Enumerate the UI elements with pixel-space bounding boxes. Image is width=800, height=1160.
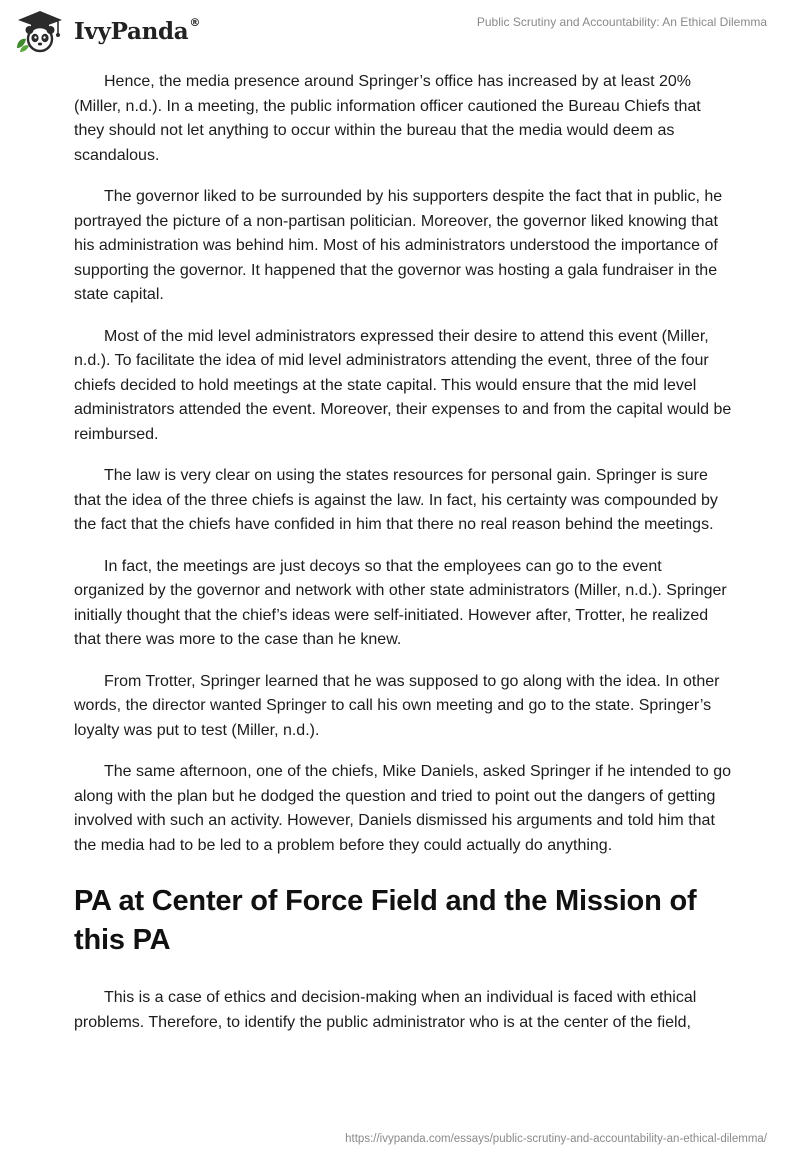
ivypanda-logo[interactable] — [14, 8, 200, 54]
paragraph: From Trotter, Springer learned that he was supposed to go along with the idea. In other words, the director wanted Springer to call his own meeting and go to the state. Springer’s loyalty was put to test (Miller, n.d.). — [74, 672, 720, 739]
paragraph: The law is very clear on using the states resources for personal gain. Springer is sure that the idea of the three chiefs is against the law. In fact, his certainty was compounded by the fact that the chiefs have confided in him that there no real reason behind the meetings. — [74, 467, 718, 533]
section-heading: PA at Center of Force Field and the Mission of this PA — [74, 885, 697, 956]
paragraph: Most of the mid level administrators expressed their desire to attend this event (Miller, n.d.). To facilitate the idea of mid level administrators attending the event, three of the four chiefs decided to hold meetings at the state capital. This would ensure that the mid level administrators attended the event. Moreover, their expenses to and from the capital would be reimbursed. — [74, 327, 732, 443]
paragraph: The governor liked to be surrounded by his supporters despite the fact that in public, he portrayed the picture of a non-partisan politician. Moreover, the governor liked knowing that his administration was behind him. Most of his administrators understood the importance of supporting the governor. It happened that the governor was hosting a gala fundraiser in the state capital. — [74, 188, 723, 303]
page-header — [0, 0, 800, 60]
panda-graduation-cap-icon — [14, 8, 66, 54]
paragraph: The same afternoon, one of the chiefs, Mike Daniels, asked Springer if he intended to go along with the plan but he dodged the question and tried to point out the dangers of getting involved with such an activity. However, Daniels dismissed his arguments and told him that the media had to be led to a problem before they could actually do anything. — [74, 763, 732, 854]
source-url[interactable]: https://ivypanda.com/essays/public-scrutiny-and-accountability-an-ethical-dilemma/ — [345, 1133, 767, 1145]
brand-name: IvyPanda® — [74, 15, 201, 45]
paragraph: Hence, the media presence around Springer’s office has increased by at least 20% (Miller, n.d.). In a meeting, the public information officer cautioned the Bureau Chiefs that they should not let anything to occur within the bureau that the media would deem as scandalous. — [74, 73, 701, 164]
paragraph: This is a case of ethics and decision-making when an individual is faced with ethical problems. Therefore, to identify the public administrator who is at the center of the field, — [74, 989, 697, 1031]
paragraph: In fact, the meetings are just decoys so that the employees can go to the event organized by the governor and network with other state administrators (Miller, n.d.). Springer initially thought that the chief’s ideas were self-initiated. However after, Trotter, he realized that there was more to the case than he knew. — [74, 557, 727, 648]
essay-body — [74, 70, 734, 1052]
registered-mark: ® — [189, 15, 201, 29]
document-title: Public Scrutiny and Accountability: An Ethical Dilemma — [476, 15, 767, 29]
